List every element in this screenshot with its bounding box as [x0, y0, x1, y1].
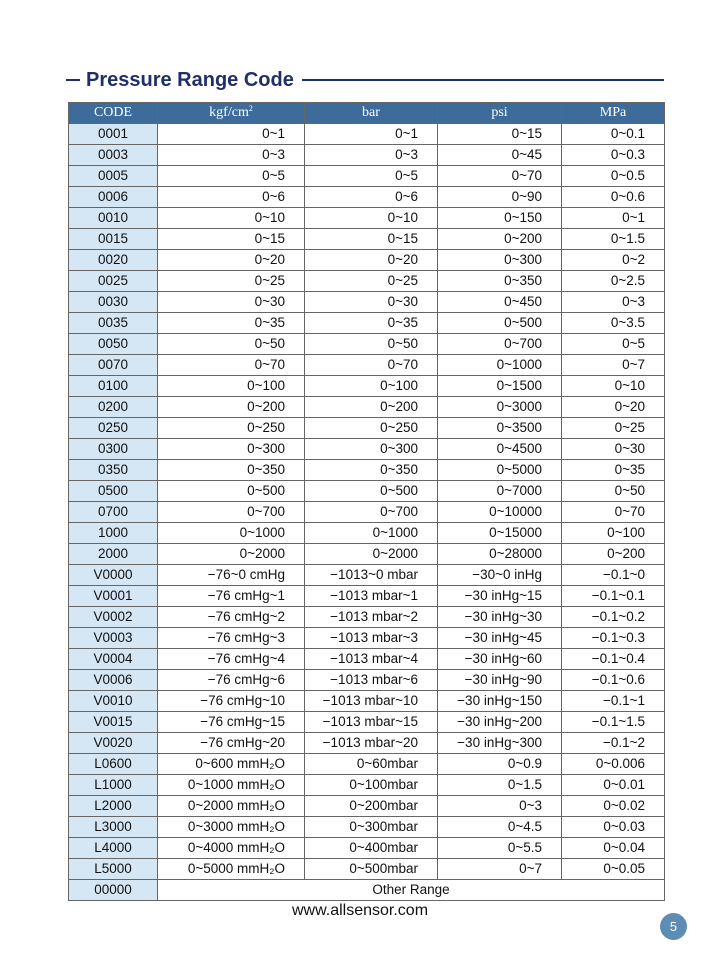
cell-code: 0003 [69, 145, 158, 166]
cell-kgf: 0~500 [158, 481, 305, 502]
cell-mpa: 0~35 [562, 460, 665, 481]
cell-kgf: 0~30 [158, 292, 305, 313]
cell-bar: 0~10 [305, 208, 438, 229]
cell-kgf: 0~1000 mmH₂O [158, 775, 305, 796]
cell-mpa: −0.1~0.1 [562, 586, 665, 607]
cell-other-range: Other Range [158, 880, 665, 901]
cell-kgf: 0~10 [158, 208, 305, 229]
header-mpa: MPa [562, 103, 665, 124]
table-row [69, 691, 665, 712]
cell-mpa: 0~30 [562, 439, 665, 460]
cell-psi: 0~700 [438, 334, 562, 355]
cell-bar: 0~70 [305, 355, 438, 376]
cell-code: 0100 [69, 376, 158, 397]
cell-kgf: 0~3 [158, 145, 305, 166]
cell-bar: 0~5 [305, 166, 438, 187]
table-row [69, 250, 665, 271]
cell-bar: 0~20 [305, 250, 438, 271]
title-dash [66, 79, 80, 81]
cell-code: 1000 [69, 523, 158, 544]
table-row [69, 817, 665, 838]
table-row [69, 439, 665, 460]
cell-code: 0005 [69, 166, 158, 187]
table-row [69, 565, 665, 586]
page-number-badge: 5 [660, 913, 687, 940]
cell-bar: 0~700 [305, 502, 438, 523]
cell-kgf: 0~200 [158, 397, 305, 418]
cell-code: 2000 [69, 544, 158, 565]
cell-psi: 0~7 [438, 859, 562, 880]
header-kgf-superscript: 2 [248, 104, 253, 113]
cell-kgf: −76 cmHg~3 [158, 628, 305, 649]
cell-code: V0006 [69, 670, 158, 691]
header-psi: psi [438, 103, 562, 124]
cell-psi: −30 inHg~15 [438, 586, 562, 607]
cell-kgf: −76 cmHg~10 [158, 691, 305, 712]
cell-bar: −1013~0 mbar [305, 565, 438, 586]
cell-bar: 0~300 [305, 439, 438, 460]
cell-mpa: 0~1 [562, 208, 665, 229]
cell-psi: −30 inHg~90 [438, 670, 562, 691]
pressure-range-table [68, 102, 665, 901]
cell-psi: −30 inHg~45 [438, 628, 562, 649]
cell-mpa: −0.1~0.6 [562, 670, 665, 691]
table-row [69, 733, 665, 754]
table-row [69, 754, 665, 775]
cell-bar: −1013 mbar~1 [305, 586, 438, 607]
table-row [69, 838, 665, 859]
cell-mpa: 0~7 [562, 355, 665, 376]
cell-psi: 0~3000 [438, 397, 562, 418]
cell-mpa: 0~3.5 [562, 313, 665, 334]
cell-mpa: 0~100 [562, 523, 665, 544]
cell-psi: 0~150 [438, 208, 562, 229]
table-row [69, 334, 665, 355]
cell-code: L3000 [69, 817, 158, 838]
table-row [69, 292, 665, 313]
cell-code: V0002 [69, 607, 158, 628]
cell-kgf: 0~35 [158, 313, 305, 334]
cell-psi: 0~7000 [438, 481, 562, 502]
title-rule [302, 79, 664, 81]
cell-code: 0300 [69, 439, 158, 460]
cell-kgf: −76~0 cmHg [158, 565, 305, 586]
table-row [69, 607, 665, 628]
header-kgf [158, 103, 305, 124]
cell-psi: −30 inHg~30 [438, 607, 562, 628]
cell-bar: −1013 mbar~20 [305, 733, 438, 754]
cell-psi: 0~10000 [438, 502, 562, 523]
cell-kgf: 0~600 mmH₂O [158, 754, 305, 775]
cell-mpa: 0~0.05 [562, 859, 665, 880]
cell-bar: −1013 mbar~2 [305, 607, 438, 628]
cell-kgf: 0~700 [158, 502, 305, 523]
cell-kgf: 0~15 [158, 229, 305, 250]
cell-bar: −1013 mbar~10 [305, 691, 438, 712]
table-row [69, 586, 665, 607]
cell-bar: 0~100mbar [305, 775, 438, 796]
cell-psi: −30 inHg~300 [438, 733, 562, 754]
cell-mpa: 0~50 [562, 481, 665, 502]
cell-mpa: 0~2.5 [562, 271, 665, 292]
cell-code: 00000 [69, 880, 158, 901]
cell-kgf: 0~3000 mmH₂O [158, 817, 305, 838]
cell-bar: 0~35 [305, 313, 438, 334]
cell-mpa: 0~25 [562, 418, 665, 439]
cell-mpa: 0~3 [562, 292, 665, 313]
table-row [69, 145, 665, 166]
cell-kgf: −76 cmHg~2 [158, 607, 305, 628]
cell-mpa: −0.1~0.2 [562, 607, 665, 628]
cell-psi: 0~5.5 [438, 838, 562, 859]
cell-kgf: 0~5000 mmH₂O [158, 859, 305, 880]
table-header-row [69, 103, 665, 124]
cell-mpa: 0~0.3 [562, 145, 665, 166]
cell-mpa: −0.1~0 [562, 565, 665, 586]
table-row [69, 775, 665, 796]
cell-kgf: 0~5 [158, 166, 305, 187]
table-row [69, 460, 665, 481]
cell-kgf: 0~300 [158, 439, 305, 460]
cell-code: 0500 [69, 481, 158, 502]
cell-code: 0250 [69, 418, 158, 439]
cell-psi: −30 inHg~150 [438, 691, 562, 712]
cell-kgf: 0~50 [158, 334, 305, 355]
cell-mpa: 0~10 [562, 376, 665, 397]
table-row [69, 355, 665, 376]
cell-mpa: 0~0.01 [562, 775, 665, 796]
cell-bar: −1013 mbar~4 [305, 649, 438, 670]
table-row [69, 166, 665, 187]
cell-code: 0035 [69, 313, 158, 334]
cell-psi: 0~1000 [438, 355, 562, 376]
cell-psi: 0~3500 [438, 418, 562, 439]
cell-mpa: 0~20 [562, 397, 665, 418]
cell-bar: 0~100 [305, 376, 438, 397]
cell-psi: 0~1500 [438, 376, 562, 397]
website-url: www.allsensor.com [291, 902, 429, 919]
cell-code: V0000 [69, 565, 158, 586]
cell-mpa: −0.1~0.4 [562, 649, 665, 670]
table-row [69, 124, 665, 145]
cell-kgf: 0~25 [158, 271, 305, 292]
cell-kgf: −76 cmHg~15 [158, 712, 305, 733]
cell-psi: 0~4.5 [438, 817, 562, 838]
cell-mpa: −0.1~1 [562, 691, 665, 712]
header-bar: bar [305, 103, 438, 124]
cell-mpa: −0.1~2 [562, 733, 665, 754]
cell-bar: 0~300mbar [305, 817, 438, 838]
cell-kgf: 0~2000 mmH₂O [158, 796, 305, 817]
table-row-other [69, 880, 665, 901]
cell-code: 0025 [69, 271, 158, 292]
cell-mpa: 0~0.02 [562, 796, 665, 817]
cell-psi: 0~1.5 [438, 775, 562, 796]
cell-psi: −30 inHg~200 [438, 712, 562, 733]
cell-code: 0200 [69, 397, 158, 418]
cell-code: 0030 [69, 292, 158, 313]
table-row [69, 670, 665, 691]
table-row [69, 376, 665, 397]
cell-kgf: 0~6 [158, 187, 305, 208]
table-row [69, 628, 665, 649]
table-row [69, 481, 665, 502]
cell-code: L4000 [69, 838, 158, 859]
page-title: Pressure Range Code [86, 69, 294, 91]
cell-code: 0050 [69, 334, 158, 355]
cell-code: 0015 [69, 229, 158, 250]
cell-psi: 0~5000 [438, 460, 562, 481]
cell-code: L1000 [69, 775, 158, 796]
cell-mpa: 0~1.5 [562, 229, 665, 250]
table-row [69, 271, 665, 292]
cell-psi: 0~45 [438, 145, 562, 166]
cell-kgf: 0~4000 mmH₂O [158, 838, 305, 859]
cell-mpa: 0~0.006 [562, 754, 665, 775]
cell-kgf: 0~1000 [158, 523, 305, 544]
cell-bar: 0~25 [305, 271, 438, 292]
header-kgf-label: kgf/cm [209, 105, 249, 120]
table-row [69, 649, 665, 670]
table-row [69, 859, 665, 880]
cell-bar: 0~350 [305, 460, 438, 481]
cell-psi: 0~70 [438, 166, 562, 187]
cell-code: L0600 [69, 754, 158, 775]
cell-bar: 0~1000 [305, 523, 438, 544]
cell-kgf: −76 cmHg~6 [158, 670, 305, 691]
cell-code: 0010 [69, 208, 158, 229]
cell-bar: 0~2000 [305, 544, 438, 565]
cell-mpa: 0~0.04 [562, 838, 665, 859]
cell-code: 0350 [69, 460, 158, 481]
cell-bar: −1013 mbar~3 [305, 628, 438, 649]
cell-code: V0010 [69, 691, 158, 712]
table-row [69, 187, 665, 208]
cell-bar: 0~15 [305, 229, 438, 250]
cell-kgf: 0~100 [158, 376, 305, 397]
cell-bar: 0~200 [305, 397, 438, 418]
table-row [69, 523, 665, 544]
cell-kgf: 0~350 [158, 460, 305, 481]
table-row [69, 208, 665, 229]
cell-kgf: 0~250 [158, 418, 305, 439]
cell-bar: 0~6 [305, 187, 438, 208]
cell-kgf: 0~20 [158, 250, 305, 271]
cell-kgf: 0~2000 [158, 544, 305, 565]
cell-code: V0004 [69, 649, 158, 670]
cell-mpa: 0~0.6 [562, 187, 665, 208]
cell-psi: 0~200 [438, 229, 562, 250]
cell-kgf: −76 cmHg~1 [158, 586, 305, 607]
cell-code: 0001 [69, 124, 158, 145]
cell-mpa: 0~2 [562, 250, 665, 271]
cell-code: V0001 [69, 586, 158, 607]
cell-psi: 0~300 [438, 250, 562, 271]
header-code: CODE [69, 103, 158, 124]
cell-psi: 0~0.9 [438, 754, 562, 775]
cell-bar: 0~30 [305, 292, 438, 313]
cell-code: V0015 [69, 712, 158, 733]
cell-mpa: 0~5 [562, 334, 665, 355]
table-row [69, 544, 665, 565]
cell-psi: 0~28000 [438, 544, 562, 565]
table-row [69, 796, 665, 817]
cell-kgf: −76 cmHg~4 [158, 649, 305, 670]
cell-code: 0700 [69, 502, 158, 523]
cell-psi: 0~3 [438, 796, 562, 817]
cell-psi: −30 inHg~60 [438, 649, 562, 670]
table-row [69, 502, 665, 523]
cell-bar: 0~200mbar [305, 796, 438, 817]
cell-kgf: 0~70 [158, 355, 305, 376]
cell-psi: 0~350 [438, 271, 562, 292]
cell-bar: 0~60mbar [305, 754, 438, 775]
cell-psi: 0~90 [438, 187, 562, 208]
table-row [69, 229, 665, 250]
cell-bar: 0~1 [305, 124, 438, 145]
cell-psi: 0~15 [438, 124, 562, 145]
cell-code: 0006 [69, 187, 158, 208]
cell-mpa: −0.1~1.5 [562, 712, 665, 733]
cell-code: V0020 [69, 733, 158, 754]
table-row [69, 313, 665, 334]
cell-bar: −1013 mbar~15 [305, 712, 438, 733]
cell-psi: 0~500 [438, 313, 562, 334]
cell-bar: 0~400mbar [305, 838, 438, 859]
cell-bar: 0~250 [305, 418, 438, 439]
cell-bar: 0~500 [305, 481, 438, 502]
cell-psi: 0~450 [438, 292, 562, 313]
cell-psi: 0~15000 [438, 523, 562, 544]
cell-psi: −30~0 inHg [438, 565, 562, 586]
cell-mpa: 0~200 [562, 544, 665, 565]
cell-bar: 0~500mbar [305, 859, 438, 880]
cell-mpa: 0~0.03 [562, 817, 665, 838]
cell-code: L2000 [69, 796, 158, 817]
cell-code: 0020 [69, 250, 158, 271]
cell-kgf: 0~1 [158, 124, 305, 145]
cell-kgf: −76 cmHg~20 [158, 733, 305, 754]
cell-mpa: −0.1~0.3 [562, 628, 665, 649]
cell-bar: 0~3 [305, 145, 438, 166]
cell-code: V0003 [69, 628, 158, 649]
cell-mpa: 0~70 [562, 502, 665, 523]
cell-mpa: 0~0.1 [562, 124, 665, 145]
table-row [69, 397, 665, 418]
table-row [69, 712, 665, 733]
cell-psi: 0~4500 [438, 439, 562, 460]
cell-code: 0070 [69, 355, 158, 376]
cell-bar: −1013 mbar~6 [305, 670, 438, 691]
cell-bar: 0~50 [305, 334, 438, 355]
cell-code: L5000 [69, 859, 158, 880]
table-row [69, 418, 665, 439]
section-title-row [66, 68, 664, 92]
cell-mpa: 0~0.5 [562, 166, 665, 187]
